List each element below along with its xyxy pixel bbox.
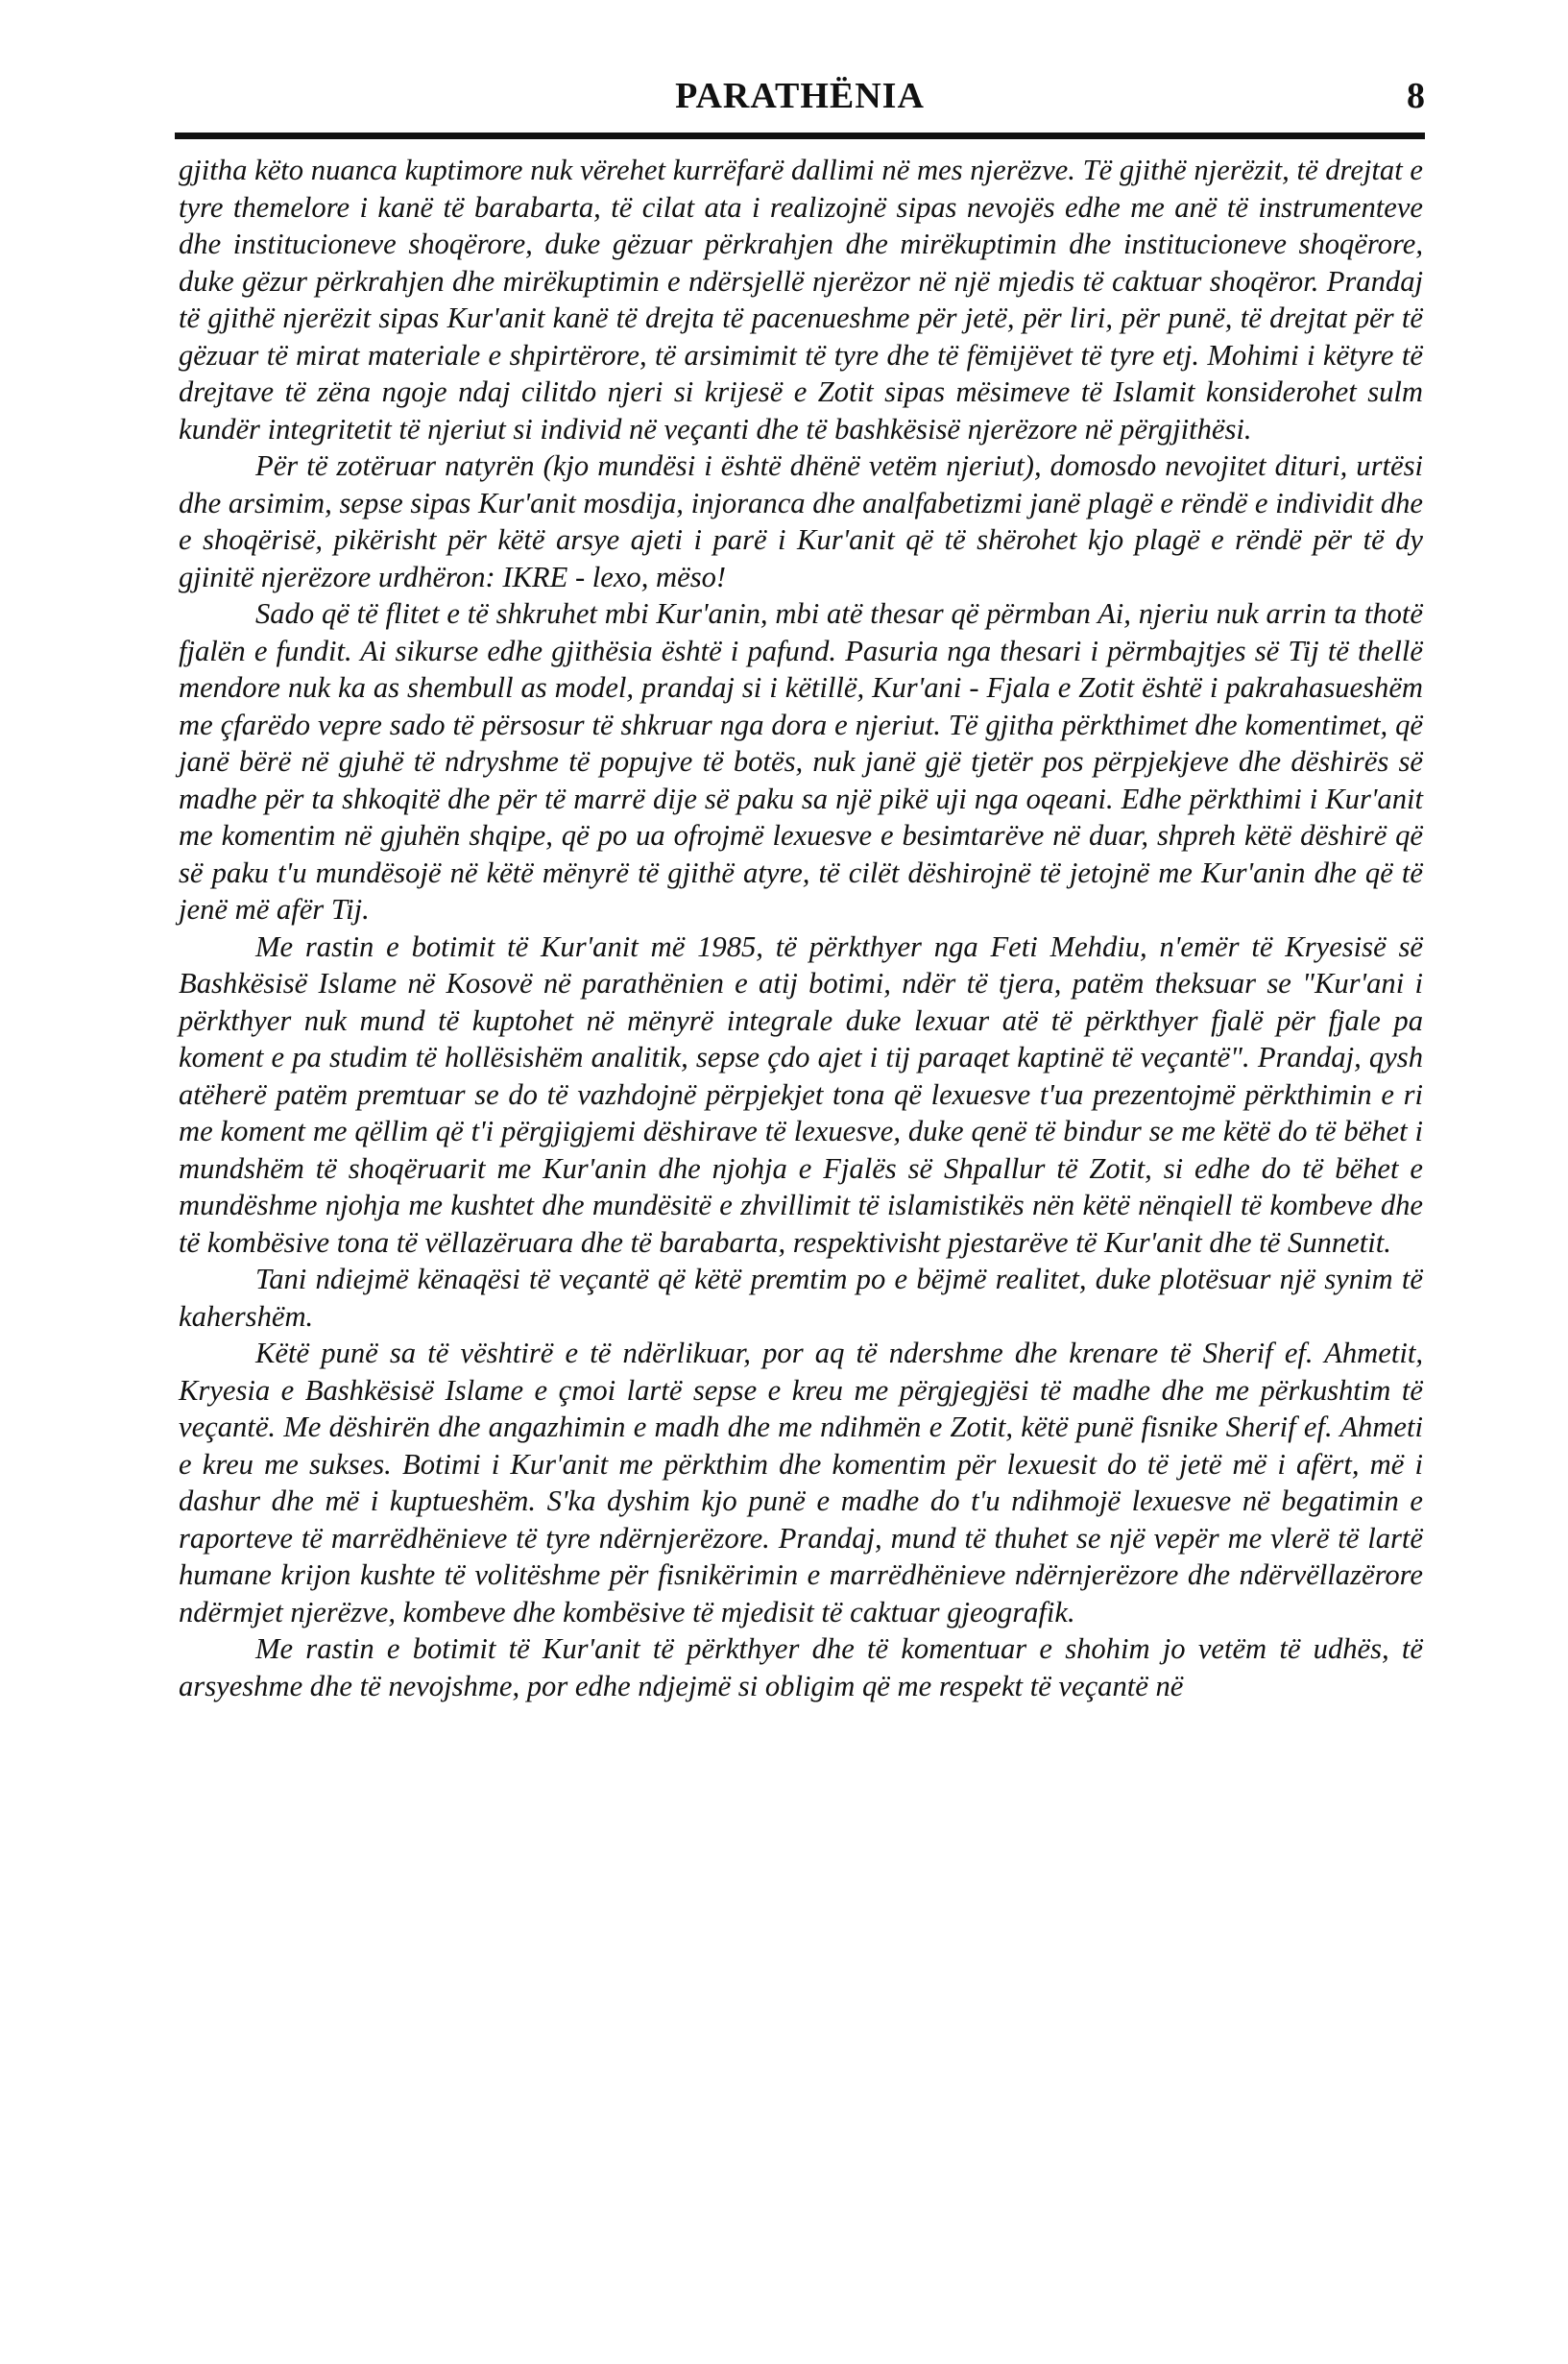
page-number: 8 — [1407, 76, 1425, 116]
paragraph: Me rastin e botimit të Kur'anit më 1985, të përkthyer nga Feti Mehdiu, n'emër të Kryesisë së Bashkësisë Islame në Kosovë në parathënien e atij botimi, ndër të tjera, patëm theksuar se "Kur'ani i përkthyer nuk mund të kuptohet në mënyrë integrale duke lexuar atë të përkthyer fjalë për fjale pa koment e pa studim të hollësishëm analitik, sepse çdo ajet i tij paraqet kaptinë të veçantë". Prandaj, qysh atëherë patëm premtuar se do të vazhdojnë përpjekjet tona që lexuesve t'ua prezentojmë përkthimin e ri me koment me qëllim që t'i përgjigjemi dëshirave të lexuesve, duke qenë të bindur se me këtë do të bëhet i mundshëm të shoqëruarit me Kur'anin dhe njohja e Fjalës së Shpallur të Zotit, si edhe do të bëhet e mundëshme njohja me kushtet dhe mundësitë e zhvillimit të islamistikës nën këtë nënqiell të kombeve dhe të kombësive tona të vëllazëruara dhe të barabarta, respektivisht pjestarëve të Kur'anit dhe të Sunnetit. — [179, 929, 1423, 1259]
body-text — [179, 152, 1423, 1704]
header-rule — [175, 133, 1425, 139]
page-title: PARATHËNIA — [675, 76, 925, 116]
paragraph: gjitha këto nuanca kuptimore nuk vërehet kurrëfarë dallimi në mes njerëzve. Të gjithë njerëzit, të drejtat e tyre themelore i kanë të barabarta, të cilat ata i realizojnë sipas nevojës edhe me anë të instrumenteve dhe institucioneve shoqërore, duke gëzuar përkrahjen dhe mirëkuptimin dhe institucioneve shoqërore, duke gëzur përkrahjen dhe mirëkuptimin e ndërsjellë njerëzor në një mjedis të caktuar shoqëror. Prandaj të gjithë njerëzit sipas Kur'anit kanë të drejta të pacenueshme për jetë, për liri, për punë, të drejtat për të gëzuar të mirat materiale e shpirtërore, të arsimimit të tyre dhe të fëmijëvet të tyre etj. Mohimi i këtyre të drejtave të zëna ngoje ndaj cilitdo njeri si krijesë e Zotit sipas mësimeve të Islamit konsiderohet sulm kundër integritetit të njeriut si individ në veçanti dhe të bashkësisë njerëzore në përgjithësi. — [179, 154, 1423, 446]
paragraph: Këtë punë sa të vështirë e të ndërlikuar, por aq të ndershme dhe krenare të Sherif ef. Ahmetit, Kryesia e Bashkësisë Islame e çmoi lartë sepse e kreu me përgjegjësi të madhe dhe me përkushtim të veçantë. Me dëshirën dhe angazhimin e madh dhe me ndihmën e Zotit, këtë punë fisnike Sherif ef. Ahmeti e kreu me sukses. Botimi i Kur'anit me përkthim dhe komentim për lexuesit do të jetë më i afërt, më i dashur dhe më i kuptueshëm. S'ka dyshim kjo punë e madhe do t'u ndihmojë lexuesve në begatimin e raporteve të marrëdhënieve të tyre ndërnjerëzore. Prandaj, mund të thuhet se një vepër me vlerë të lartë humane krijon kushte të volitëshme për fisnikërimin e marrëdhënieve ndërnjerëzore dhe ndërvëllazërore ndërmjet njerëzve, kombeve dhe kombësive të mjedisit të caktuar gjeografik. — [179, 1337, 1423, 1628]
paragraph: Me rastin e botimit të Kur'anit të përkthyer dhe të komentuar e shohim jo vetëm të udhës, të arsyeshme dhe të nevojshme, por edhe ndjejmë si obligim që me respekt të veçantë në — [179, 1632, 1423, 1702]
paragraph: Për të zotëruar natyrën (kjo mundësi i është dhënë vetëm njeriut), domosdo nevojitet dituri, urtësi dhe arsimim, sepse sipas Kur'anit mosdija, injoranca dhe analfabetizmi janë plagë e rëndë e individit dhe e shoqërisë, pikërisht për këtë arsye ajeti i parë i Kur'anit që të shërohet kjo plagë e rëndë për të dy gjinitë njerëzore urdhëron: IKRE - lexo, mëso! — [179, 449, 1423, 593]
paragraph: Sado që të flitet e të shkruhet mbi Kur'anin, mbi atë thesar që përmban Ai, njeriu nuk arrin ta thotë fjalën e fundit. Ai sikurse edhe gjithësia është i pafund. Pasuria nga thesari i përmbajtjes së Tij të thellë mendore nuk ka as shembull as model, prandaj si i këtillë, Kur'ani - Fjala e Zotit është i pakrahasueshëm me çfarëdo vepre sado të përsosur të shkruar nga dora e njeriut. Të gjitha përkthimet dhe komentimet, që janë bërë në gjuhë të ndryshme të popujve të botës, nuk janë gjë tjetër pos përpjekjeve dhe dëshirës së madhe për ta shkoqitë dhe për të marrë dije së paku sa një pikë uji nga oqeani. Edhe përkthimi i Kur'anit me komentim në gjuhën shqipe, që po ua ofrojmë lexuesve e besimtarëve në duar, shpreh këtë dëshirë që së paku t'u mundësojë në këtë mënyrë të gjithë atyre, të cilët dëshirojnë të jetojnë me Kur'anin dhe që të jenë më afër Tij. — [179, 597, 1423, 926]
paragraph: Tani ndiejmë kënaqësi të veçantë që këtë premtim po e bëjmë realitet, duke plotësuar një synim të kahershëm. — [179, 1263, 1423, 1333]
